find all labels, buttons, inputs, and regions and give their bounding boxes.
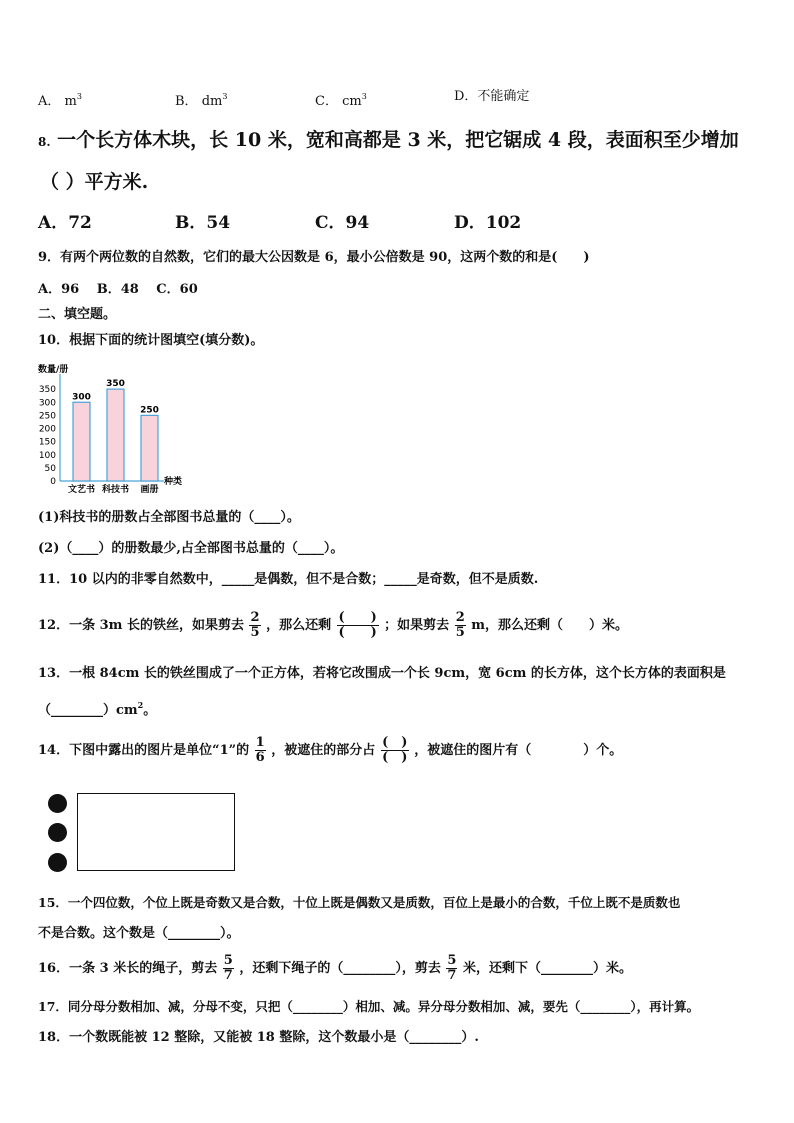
y-tick-label: 250 <box>38 411 56 422</box>
x-tick-label: 科技书 <box>101 485 130 495</box>
dot-3 <box>48 853 67 872</box>
bar-chart <box>36 356 206 496</box>
y-tick-label: 300 <box>38 398 56 409</box>
q8-option-d: D．102 <box>454 213 522 233</box>
q7-option-a: A． $m^3$ <box>38 92 82 109</box>
q8-number: 8. <box>38 135 51 149</box>
q8-option-a: A．72 <box>38 213 92 233</box>
q14-blank-fraction: $\frac{( )}{( )}$ <box>382 735 408 765</box>
y-tick-label: 0 <box>50 477 56 487</box>
bar-1 <box>73 402 90 481</box>
q16-text: 16．一条 3 米长的绳子，剪去 $\frac{5}{7}$ ，还剩下绳子的（________），剪去 $\frac{5}{7}$ 米，还剩下（________）米。 <box>38 953 632 983</box>
y-tick-label: 100 <box>38 450 56 461</box>
q7-option-b: B． $dm^3$ <box>175 92 228 109</box>
y-tick-label: 200 <box>38 424 56 435</box>
q12-fraction-1: $\frac{2}{5}$ <box>250 610 260 640</box>
q9-options: A．96 B．48 C．60 <box>38 282 198 297</box>
q13-line2: $(\_\_\_\_\_\_\_\_)cm^2$。 <box>38 700 157 718</box>
chart-xlabel: 种类 <box>164 477 183 487</box>
q18-text: 18．一个数既能被 12 整除，又能被 18 整除，这个数最小是（________）. <box>38 1030 479 1045</box>
bar-value-label: 300 <box>72 392 91 403</box>
q8-option-c: C．94 <box>315 213 370 233</box>
q8-line2: （ ）平方米. <box>40 171 149 193</box>
q8-text: 一个长方体木块，长 10 米，宽和高都是 3 米，把它锯成 4 段，表面积至少增加 <box>57 129 739 151</box>
bar-3 <box>141 415 158 481</box>
q11-text: 11．10 以内的非零自然数中，_____是偶数，但不是合数；_____是奇数，但不是质数. <box>38 572 539 587</box>
bar-value-label: 350 <box>106 379 125 390</box>
q7-option-d: D．不能确定 <box>454 89 530 104</box>
q14-fraction: $\frac{1}{6}$ <box>255 735 265 765</box>
bar-value-label: 250 <box>140 405 159 416</box>
q15-line2: 不是合数。这个数是（________）。 <box>38 926 240 941</box>
q15-line1: 15．一个四位数，个位上既是奇数又是合数，十位上既是偶数又是质数，百位上是最小的合数，千位上既不是质数也 <box>38 895 681 910</box>
x-tick-label: 文艺书 <box>67 485 96 495</box>
q7-option-c: C． $cm^3$ <box>315 92 367 109</box>
y-tick-label: 50 <box>44 463 56 474</box>
q13-line1: 13．一根 84cm 长的铁丝围成了一个正方体，若将它改围成一个长 9cm，宽 6cm 的长方体，这个长方体的表面积是 <box>38 666 726 681</box>
q12-blank-fraction: $\frac{( )}{( )}$ <box>338 610 377 640</box>
q8-line1 <box>38 128 739 154</box>
q17-text: 17．同分母分数相加、减，分母不变，只把（________）相加、减。异分母分数相加、减，要先（________），再计算。 <box>38 999 700 1014</box>
q10-text: 10．根据下面的统计图填空(填分数)。 <box>38 333 264 348</box>
q12-text: 12．一条 3m 长的铁丝，如果剪去 $\frac{2}{5}$ ，那么还剩 $\frac{( )}{( )}$ ；如果剪去 $\frac{2}{5}$ m，那么还剩（ ）米。 <box>38 610 629 640</box>
bar-2 <box>107 389 124 481</box>
y-tick-label: 150 <box>38 437 56 448</box>
dot-2 <box>48 823 67 842</box>
cover-rectangle <box>77 793 235 871</box>
x-tick-label: 画册 <box>140 485 159 495</box>
chart-ylabel: 数量/册 <box>38 365 69 375</box>
q14-text: 14．下图中露出的图片是单位“1”的 $\frac{1}{6}$ ，被遮住的部分占 $\frac{( )}{( )}$ ，被遮住的图片有（ ）个。 <box>38 735 623 765</box>
q8-option-b: B．54 <box>175 213 231 233</box>
q9-text: 9．有两个两位数的自然数，它们的最大公因数是 6，最小公倍数是 90，这两个数的和是( ) <box>38 250 590 265</box>
q10-sub1: (1)科技书的册数占全部图书总量的（____）。 <box>38 510 300 525</box>
dot-1 <box>48 794 67 813</box>
q16-fraction-2: $\frac{5}{7}$ <box>447 953 457 983</box>
q16-fraction-1: $\frac{5}{7}$ <box>223 953 233 983</box>
section-heading: 二、填空题。 <box>38 307 117 322</box>
y-tick-label: 350 <box>38 385 56 396</box>
q10-sub2: (2)（____）的册数最少,占全部图书总量的（____）。 <box>38 541 344 556</box>
q12-fraction-2: $\frac{2}{5}$ <box>455 610 465 640</box>
